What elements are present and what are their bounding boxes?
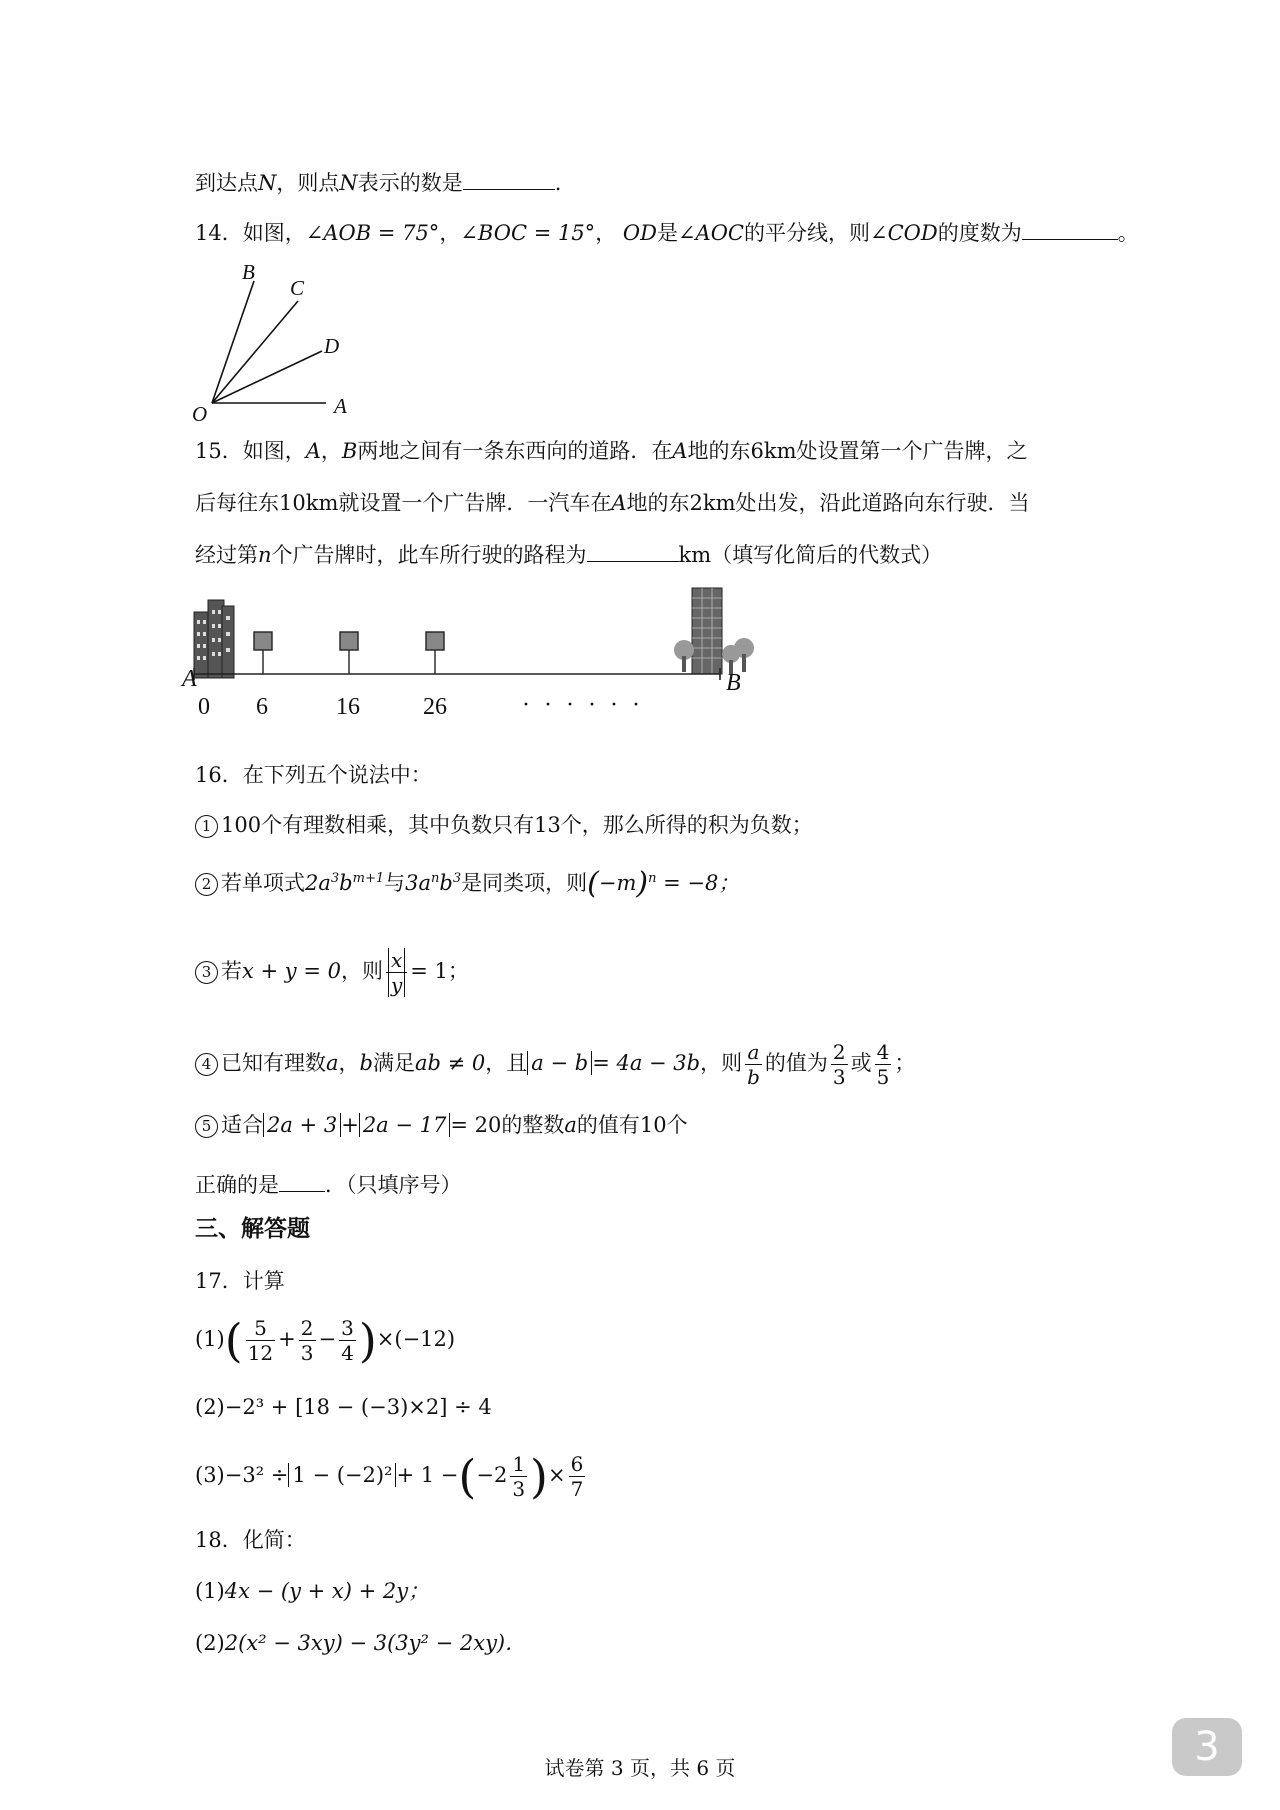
q16-title: 16．在下列五个说法中： (195, 763, 432, 787)
right-building-icon (674, 588, 754, 674)
q17-p3: (3)−3² ÷ 1 − (−2)² + 1 −(−2 $\frac{1}{3}$ )× $\frac{6}{7}$ (195, 1449, 584, 1504)
q15-line2: 后每往东10km就设置一个广告牌．一汽车在A地的东2km处出发，沿此道路向东行驶．当 (195, 491, 1030, 515)
angle-figure (190, 255, 370, 425)
q18-p1: (1)4x − (y + x) + 2y； (195, 1579, 430, 1603)
q16-s1: 1 100个有理数相乘，其中负数只有13个，那么所得的积为负数； (195, 810, 813, 840)
q15-line1: 15．如图，A，B两地之间有一条东西向的道路．在A地的东6km处设置第一个广告牌，之 (195, 439, 1028, 463)
section-heading: 三、解答题 (195, 1216, 310, 1242)
label-b: B (726, 670, 741, 696)
road-figure (182, 588, 788, 738)
q13-tail: 到达点N，则点N表示的数是 . (195, 171, 562, 195)
left-buildings-icon (194, 600, 234, 678)
ray-oc (212, 301, 298, 403)
tick-16: 16 (336, 694, 360, 720)
q16-s3: 3 若x + y = 0，则 $\frac{x}{y}$ = 1； (195, 948, 469, 997)
answer-blank (1022, 219, 1118, 240)
label-c: C (290, 276, 305, 300)
answer-blank (587, 541, 679, 562)
page-footer: 试卷第 3 页，共 6 页 (544, 1756, 736, 1780)
label-a: A (334, 394, 347, 418)
label-a: A (182, 666, 197, 692)
tick-0: 0 (198, 694, 210, 720)
billboard-icon (340, 632, 358, 674)
dots: · · · · · · (522, 692, 644, 718)
q14-text: 14．如图，∠AOB = 75°，∠BOC = 15°， OD是∠AOC的平分线，则∠COD的度数为 。 (195, 221, 1139, 245)
billboard-icon (426, 632, 444, 674)
label-d: D (324, 334, 340, 358)
q16-s4: 4 已知有理数a，b满足ab ≠ 0，且 a − b = 4a − 3b，则 $\frac{a}{b}$ 的值为 $\frac{2}{3}$ 或 $\frac{4}{5}$ ； (195, 1040, 915, 1089)
tick-26: 26 (423, 694, 447, 720)
q15-line3: 经过第n个广告牌时，此车所行驶的路程为 km（填写化简后的代数式） (195, 543, 943, 567)
ray-ob (212, 281, 254, 403)
label-b: B (242, 260, 255, 284)
page-number-badge: 3 (1172, 1718, 1242, 1776)
q16-s5: 5 适合 2a + 3 + 2a − 17 = 20的整数a的值有10个 (195, 1110, 688, 1140)
q17-p1: (1)( $\frac{5}{12}$ + $\frac{2}{3}$ − $\frac{3}{4}$ )×(−12) (195, 1313, 456, 1368)
label-o: O (192, 402, 208, 426)
billboard-icon (254, 632, 272, 674)
q17-title: 17．计算 (195, 1269, 285, 1293)
q16-s2: 2 若单项式$2a^3b^{m+1}$与$3a^nb^3$是同类项，则$(-m)^n = -8$； (195, 868, 739, 899)
q16-answer: 正确的是 ．（只填序号） (195, 1173, 462, 1197)
q17-p2: (2)−2³ + [18 − (−3)×2] ÷ 4 (195, 1395, 492, 1419)
tick-6: 6 (256, 694, 268, 720)
q18-title: 18．化简： (195, 1528, 306, 1552)
ray-od (212, 351, 322, 403)
answer-blank (279, 1171, 325, 1192)
answer-blank (463, 169, 555, 190)
q18-p2: (2)2(x² − 3xy) − 3(3y² − 2xy)． (195, 1631, 527, 1655)
